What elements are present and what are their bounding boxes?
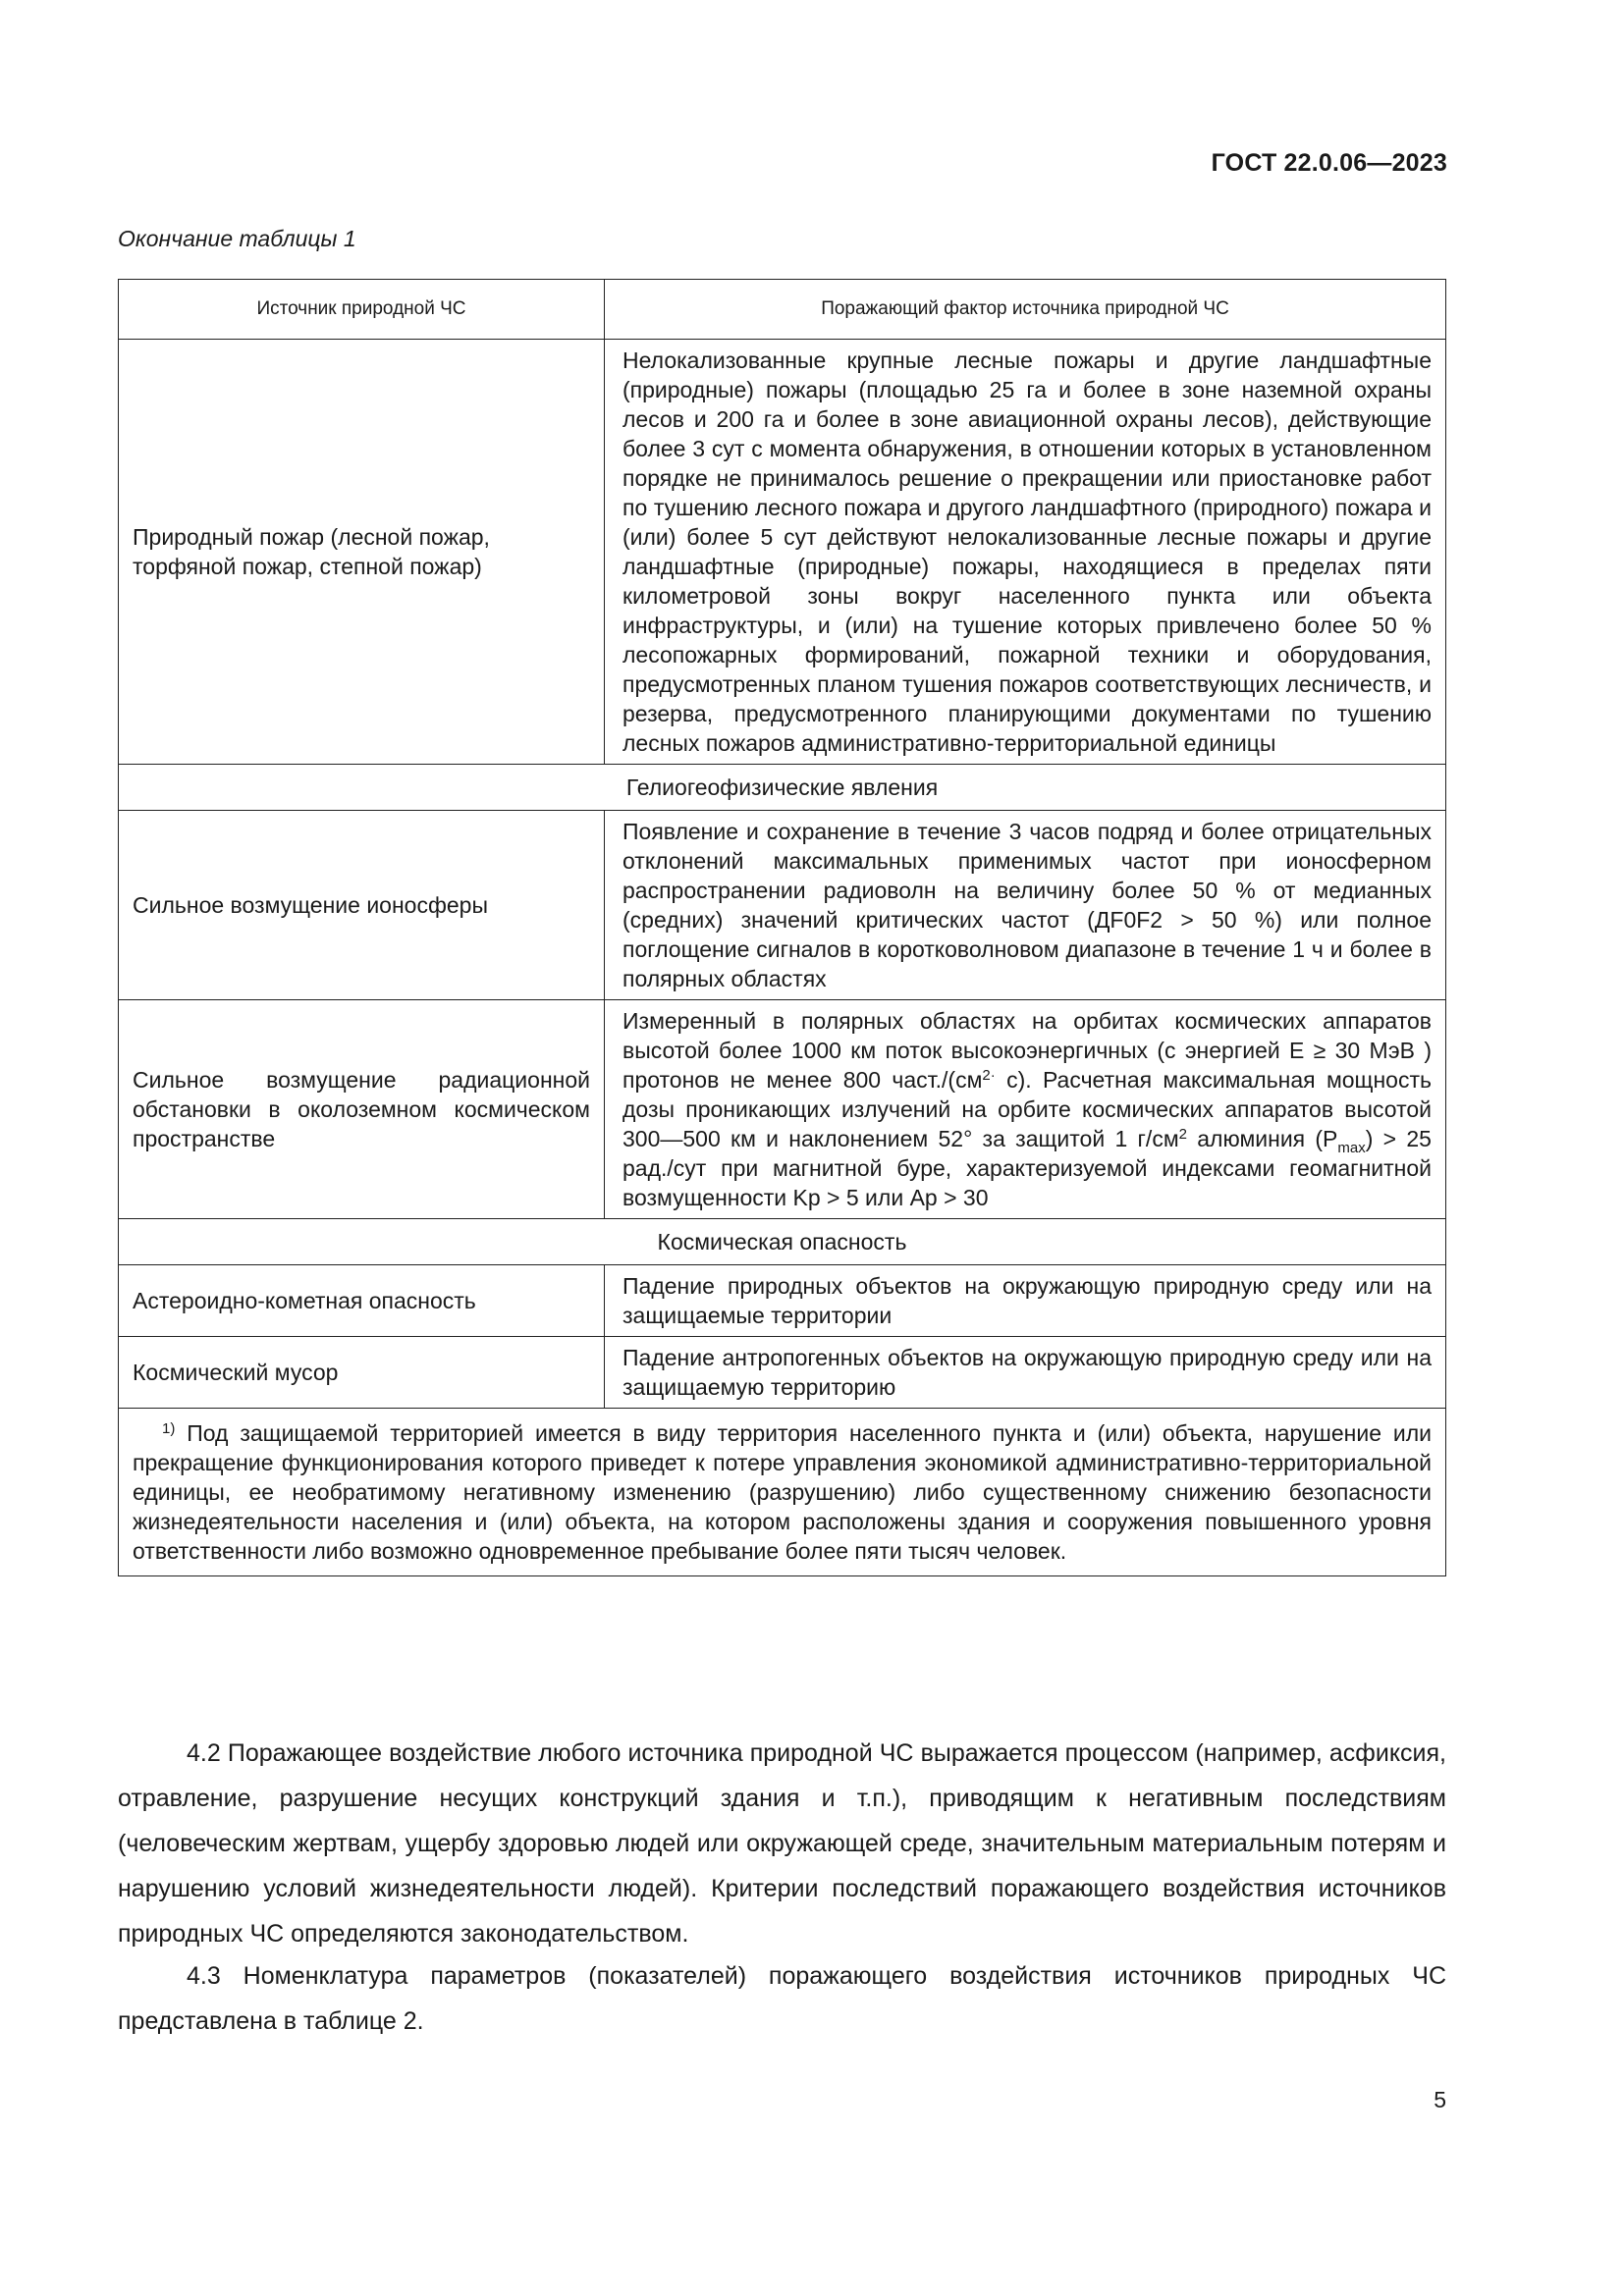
table-row — [119, 340, 1446, 765]
superscript: 2· — [982, 1067, 996, 1084]
source-cell: Космический мусор — [119, 1337, 605, 1409]
column-header-source: Источник природной ЧС — [119, 280, 605, 340]
group-heading-helio: Гелиогеофизические явления — [119, 765, 1446, 811]
factor-text: Измеренный в полярных областях на орбитах космических аппаратов высотой более 1000 км поток высокоэнергичных (с энергией E ≥ 30 МэВ ) протонов не менее 800 част./(см — [623, 1008, 1432, 1093]
group-row — [119, 765, 1446, 811]
factor-text: с). Расчетная максимальная мощность дозы проникающих излучений на орбите космических аппаратов высотой 300—500 км и наклонением 52° за защитой 1 г/см — [623, 1067, 1432, 1151]
table-footnote — [119, 1409, 1446, 1576]
table-row — [119, 1337, 1446, 1409]
paragraph-4-2: 4.2 Поражающее воздействие любого источника природной ЧС выражается процессом (например, асфиксия, отравление, разрушение несущих конструкций здания и т.п.), приводящим к негативным последствиям (человеческим жертвам, ущербу здоровью людей или окружающей среде, значительным материальным потерям и нарушению условий жизнедеятельности людей). Критерии последствий поражающего воздействия источников природных ЧС определяются законодательством. — [118, 1739, 1446, 1948]
source-cell: Природный пожар (лесной пожар, торфяной пожар, степной пожар) — [119, 340, 605, 765]
column-header-factor: Поражающий фактор источника природной ЧС — [605, 280, 1446, 340]
factor-cell: Падение антропогенных объектов на окружающую природную среду или на защищаемую территорию — [605, 1337, 1446, 1409]
group-heading-space: Космическая опасность — [119, 1219, 1446, 1265]
footnote-row — [119, 1409, 1446, 1576]
factor-cell: Появление и сохранение в течение 3 часов подряд и более отрицательных отклонений максимальных применимых частот при ионосферном распространении радиоволн на величину более 50 % от медианных (средних) значений критических частот (ДF0F2 > 50 %) или полное поглощение сигналов в коротковолновом диапазоне в течение 1 ч и более в полярных областях — [605, 811, 1446, 1000]
factor-cell — [605, 1000, 1446, 1219]
footnote-mark: 1) — [162, 1420, 176, 1437]
subscript: max — [1337, 1140, 1366, 1156]
source-cell: Астероидно-кометная опасность — [119, 1265, 605, 1337]
source-cell: Сильное возмущение радиационной обстановки в околоземном космическом пространстве — [119, 1000, 605, 1219]
group-row — [119, 1219, 1446, 1265]
factor-cell: Падение природных объектов на окружающую природную среду или на защищаемые территории — [605, 1265, 1446, 1337]
footnote-text: Под защищаемой территорией имеется в виду территория населенного пункта и (или) объекта, нарушение или прекращение функционирования которого приведет к потере управления экономикой административно-территориальной единицы, ее необратимому негативному изменению (разрушению) либо существенному снижению безопасности жизнедеятельности населения и (или) объекта, на котором расположены здания и сооружения повышенного уровня ответственности либо возможно одновременное пребывание более пяти тысяч человек. — [133, 1420, 1432, 1564]
factor-text: алюминия (P — [1186, 1126, 1338, 1151]
page-number: 5 — [1434, 2087, 1446, 2112]
source-cell: Сильное возмущение ионосферы — [119, 811, 605, 1000]
paragraph-4-3: 4.3 Номенклатура параметров (показателей) поражающего воздействия источников природных ЧС представлена в таблице 2. — [118, 1962, 1446, 2035]
standard-code: ГОСТ 22.0.06—2023 — [1211, 149, 1447, 177]
hazard-sources-table — [118, 279, 1446, 1576]
table-header-row — [119, 280, 1446, 340]
table-row — [119, 1000, 1446, 1219]
table-row — [119, 1265, 1446, 1337]
superscript: 2 — [1178, 1126, 1187, 1143]
factor-cell: Нелокализованные крупные лесные пожары и другие ландшафтные (природные) пожары (площадью 25 га и более в зоне наземной охраны лесов и 200 га и более в зоне авиационной охраны лесов), действующие более 3 сут с момента обнаружения, в отношении которых в установленном порядке не принималось решение о прекращении или приостановке работ по тушению лесного пожара и другого ландшафтного (природного) пожара и (или) более 5 сут действуют нелокализованные лесные пожары и другие ландшафтные (природные) пожары, находящиеся в пределах пяти километровой зоны вокруг населенного пункта или объекта инфраструктуры, и (или) на тушение которых привлечено более 50 % лесопожарных формирований, пожарной техники и оборудования, предусмотренных планом тушения пожаров соответствующих лесничеств, и резерва, предусмотренного планирующими документами по тушению лесных пожаров административно-территориальной единицы — [605, 340, 1446, 765]
factor-text: ) > 25 рад./сут при магнитной буре, характеризуемой индексами геомагнитной возмущенности Kp > 5 или Ap > 30 — [623, 1126, 1432, 1210]
table-row — [119, 811, 1446, 1000]
table-caption: Окончание таблицы 1 — [118, 226, 356, 251]
